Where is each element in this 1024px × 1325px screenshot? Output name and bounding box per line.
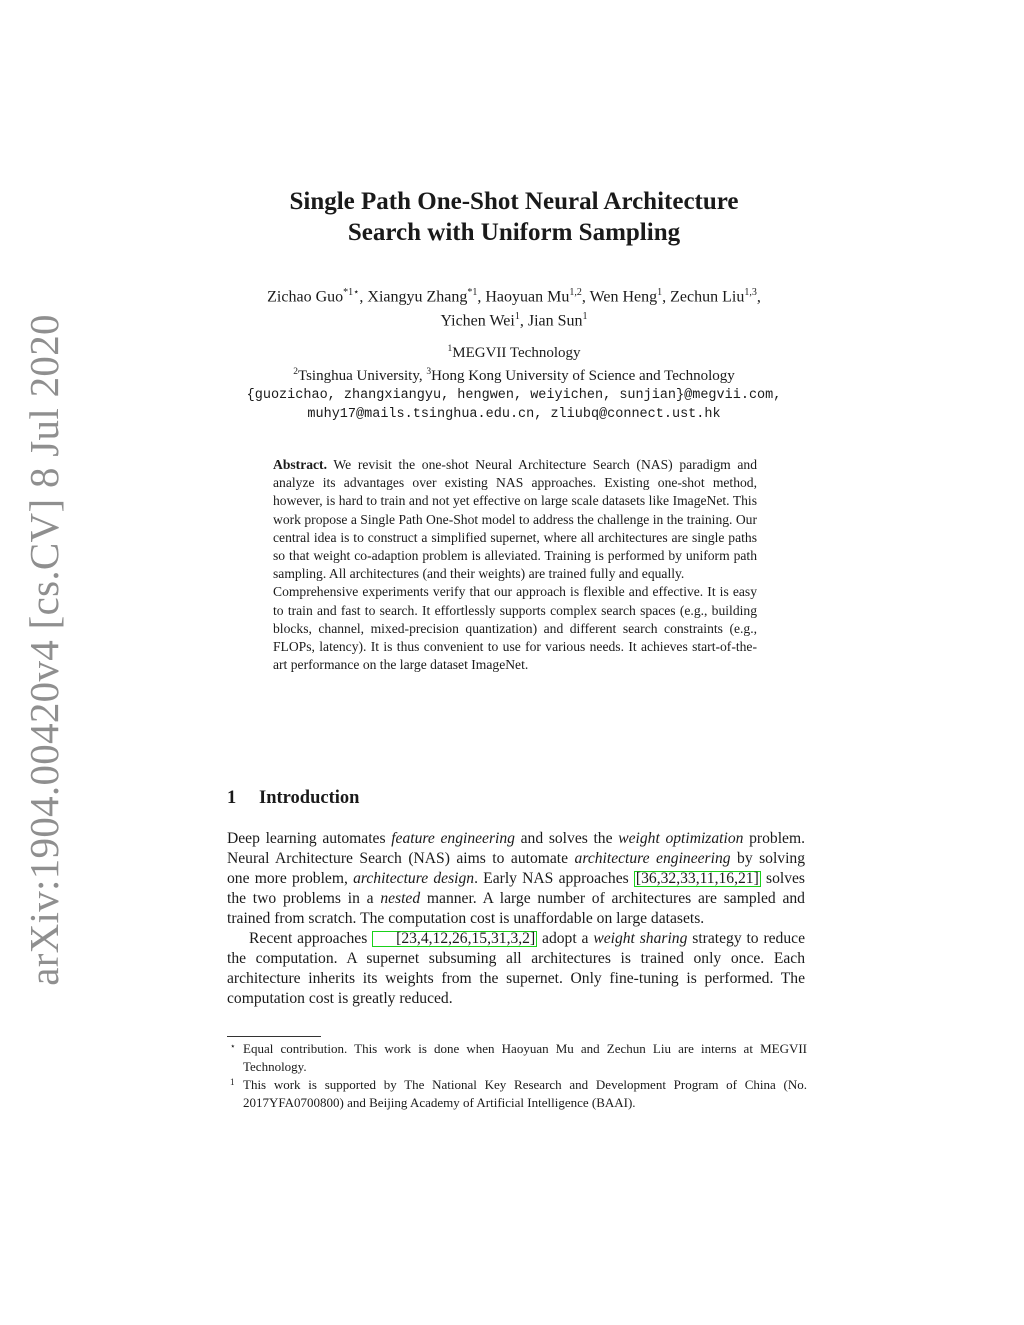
author-name: , Xiangyu Zhang	[359, 288, 468, 306]
footnote-equal-contribution	[227, 1040, 807, 1076]
author-name: , Zechun Liu	[662, 288, 745, 306]
text-run: adopt a	[537, 930, 594, 947]
author-line-1	[200, 283, 828, 307]
title-line-1: Single Path One-Shot Neural Architecture	[289, 188, 739, 215]
author-name: Yichen Wei	[440, 312, 515, 330]
author-sup: *1⋆	[343, 287, 360, 298]
emphasis: weight optimization	[618, 830, 744, 847]
author-sup: 1,2	[569, 287, 582, 298]
author-sup: *1	[467, 287, 478, 298]
text-run: problem. Neural Architecture Search (NAS) aims to automate	[227, 830, 805, 867]
text-run: Recent approaches	[249, 930, 373, 947]
text-run: strategy to reduce the computation. A supernet subsuming all architectures is trained only once. Each architecture inherits its weights from the supernet. Only fine-tuning is performed. The computation cost is greatly reduced.	[227, 930, 805, 1007]
affil-sup: 2	[293, 367, 298, 377]
affiliation-tsinghua: Tsinghua University,	[297, 368, 427, 384]
emphasis: architecture design	[353, 870, 475, 887]
affil-sup: 3	[426, 367, 432, 377]
text-run: solves the two problems in a	[227, 870, 805, 907]
emphasis: architecture engineering	[574, 850, 731, 867]
text-run: manner. A large number of architectures are sampled and trained from scratch. The computation cost is unaffordable on large datasets.	[227, 890, 805, 927]
footnote-text: Equal contribution. This work is done when Haoyuan Mu and Zechun Liu are interns at MEGVII Technology.	[243, 1041, 807, 1074]
abstract-label: Abstract.	[273, 457, 327, 472]
footnote-mark: ⋆	[230, 1041, 236, 1051]
affiliation-megvii: MEGVII Technology	[452, 345, 581, 361]
author-sup: 1,3	[744, 287, 757, 298]
author-name: , Wen Heng	[581, 288, 658, 306]
introduction-body	[227, 829, 805, 1009]
section-title: Introduction	[259, 788, 360, 808]
footnote-text: This work is supported by The National Key Research and Development Program of China (No. 2017YFA0700800) and Beijing Academy of Artificial Intelligence (BAAI).	[243, 1077, 807, 1110]
abstract-para-2: Comprehensive experiments verify that our approach is flexible and effective. It is easy to train and fast to search. It effortlessly supports complex search spaces (e.g., building blocks, channel, mixed-precision quantization) and different search constraints (e.g., FLOPs, latency). It is thus convenient to use for various needs. It achieves start-of-the-art performance on the large dataset ImageNet.	[273, 584, 757, 673]
section-number: 1	[227, 788, 237, 808]
text-run: . Early NAS approaches	[474, 870, 634, 887]
author-list	[200, 283, 828, 332]
author-sup: 1	[582, 311, 588, 323]
email-line-1: {guozichao, zhangxiangyu, hengwen, weiyichen, sunjian}@megvii.com,	[246, 388, 782, 403]
affiliation-hkust: Hong Kong University of Science and Technology	[431, 368, 735, 384]
author-name: , Jian Sun	[519, 312, 583, 330]
abstract-para-1	[273, 456, 757, 583]
arxiv-identifier-stamp: arXiv:1904.00420v4 [cs.CV] 8 Jul 2020	[21, 314, 67, 986]
emphasis: nested	[380, 890, 421, 907]
citation-link[interactable]: [23,4,12,26,15,31,3,2]	[372, 931, 537, 947]
affiliation-line-1	[200, 340, 828, 363]
affil-sup: 1	[447, 344, 453, 354]
text-run: by solving one more problem,	[227, 850, 806, 887]
affiliation-line-2	[200, 363, 828, 386]
author-name: , Haoyuan Mu	[477, 288, 570, 306]
author-sup: 1	[514, 311, 520, 323]
author-sep: ,	[756, 288, 761, 306]
section-heading-introduction	[227, 788, 359, 809]
paper-title	[200, 186, 828, 248]
affiliations	[200, 340, 828, 424]
author-sup: 1	[657, 287, 663, 298]
abstract	[273, 456, 757, 674]
author-line-2	[200, 307, 828, 331]
emphasis: feature engineering	[391, 830, 515, 847]
author-name: Zichao Guo	[267, 288, 344, 306]
emphasis: weight sharing	[593, 930, 688, 947]
footnote-funding	[227, 1076, 807, 1112]
intro-paragraph-1	[227, 829, 805, 929]
text-run: and solves the	[514, 830, 619, 847]
citation-link[interactable]: [36,32,33,11,16,21]	[635, 870, 759, 887]
intro-paragraph-2	[227, 929, 805, 1009]
email-line-2: muhy17@mails.tsinghua.edu.cn, zliubq@connect.ust.hk	[307, 407, 721, 422]
abstract-text-1: We revisit the one-shot Neural Architecture Search (NAS) paradigm and analyze its advantages over existing NAS approaches. Existing one-shot method, however, is hard to train and not yet effective on large scale datasets like ImageNet. This work propose a Single Path One-Shot model to address the challenge in the training. Our central idea is to construct a simplified supernet, where all architectures are single paths so that weight co-adaption problem is alleviated. Training is performed by uniform path sampling. All architectures (and their weights) are trained fully and equally.	[273, 457, 757, 582]
title-line-2: Search with Uniform Sampling	[347, 219, 681, 246]
text-run: Deep learning automates	[227, 830, 392, 847]
footnote-mark: 1	[230, 1077, 235, 1087]
footnotes	[227, 1040, 807, 1112]
footnote-divider	[227, 1036, 321, 1037]
